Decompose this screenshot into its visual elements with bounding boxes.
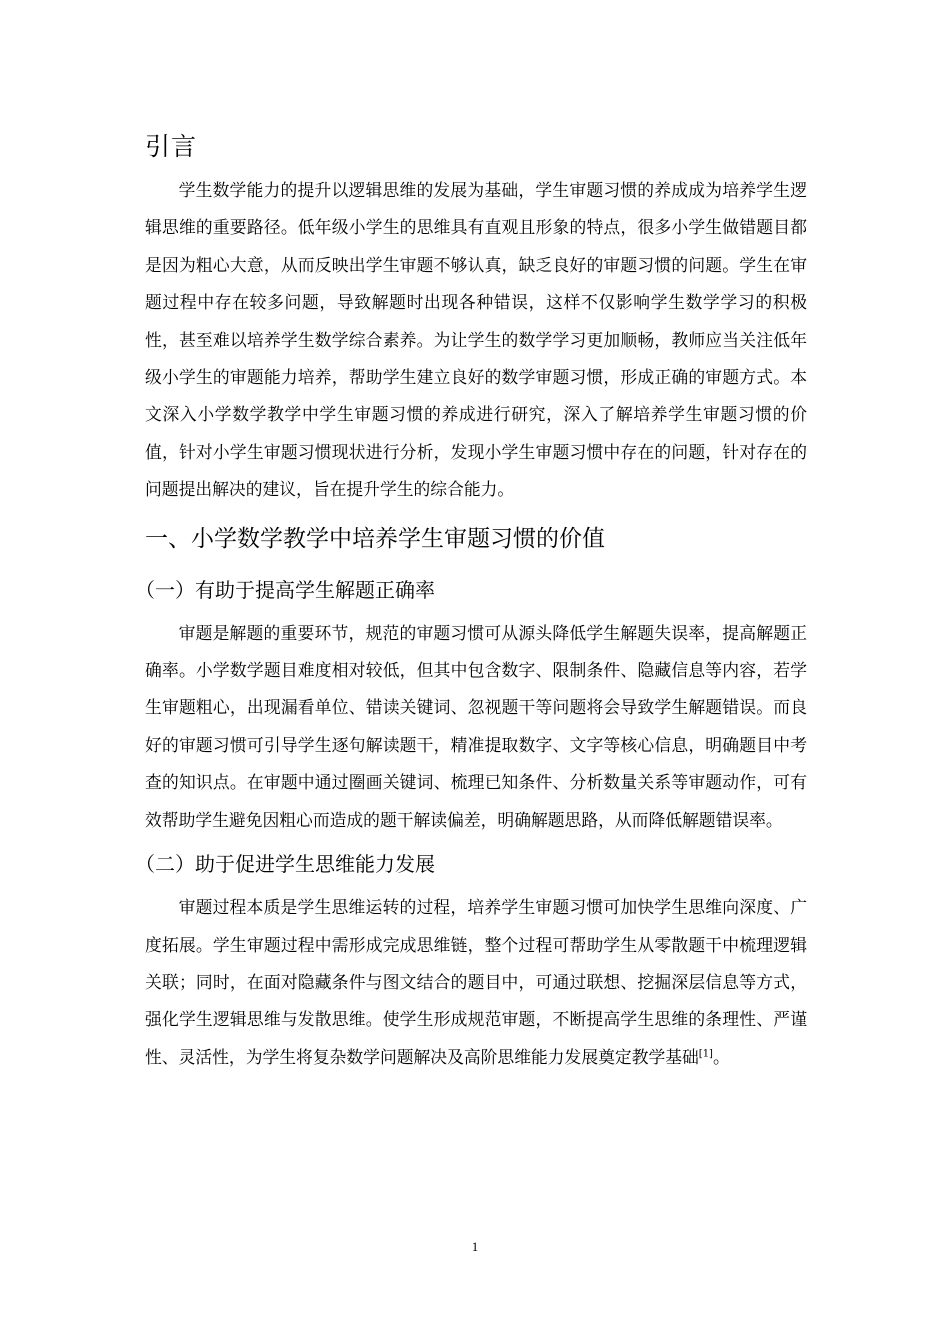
page-number: 1 — [471, 1239, 479, 1254]
subsection-1-heading: （一）有助于提高学生解题正确率 — [135, 577, 435, 602]
subsection-2-heading: （二）助于促进学生思维能力发展 — [135, 852, 435, 877]
intro-paragraph: 学生数学能力的提升以逻辑思维的发展为基础，学生审题习惯的养成成为培养学生逻辑思维的重要路径。低年级小学生的思维具有直观且形象的特点，很多小学生做错题目都是因为粗心大意，从而反映出学生审题不够认真，缺乏良好的审题习惯的问题。学生在审题过程中存在较多问题，导致解题时出现各种错误，这样不仅影响学生数学学习的积极性，甚至难以培养学生数学综合素养。为让学生的数学学习更加顺畅，教师应当关注低年级小学生的审题能力培养，帮助学生建立良好的数学审题习惯，形成正确的审题方式。本文深入小学数学教学中学生审题习惯的养成进行研究，深入了解培养学生审题习惯的价值，针对小学生审题习惯现状进行分析，发现小学生审题习惯中存在的问题，针对存在的问题提出解决的建议，旨在提升学生的综合能力。 — [145, 180, 807, 500]
subsection-2-text: 审题过程本质是学生思维运转的过程，培养学生审题习惯可加快学生思维向深度、广度拓展。学生审题过程中需形成完成思维链，整个过程可帮助学生从零散题干中梳理逻辑关联；同时，在面对隐藏条件与图文结合的题目中，可通过联想、挖掘深层信息等方式，强化学生逻辑思维与发散思维。使学生形成规范审题，不断提高学生思维的条理性、严谨性、灵活性，为学生将复杂数学问题解决及高阶思维能力发展奠定教学基础 — [145, 897, 807, 1067]
intro-heading: 引言 — [145, 132, 198, 161]
subsection-2-paragraph — [145, 889, 807, 1076]
citation-ref[interactable]: [1] — [698, 1048, 713, 1060]
section-1-heading: 一、小学数学教学中培养学生审题习惯的价值 — [145, 525, 605, 552]
subsection-1-paragraph: 审题是解题的重要环节，规范的审题习惯可从源头降低学生解题失误率，提高解题正确率。小学数学题目难度相对较低，但其中包含数字、限制条件、隐藏信息等内容，若学生审题粗心，出现漏看单位、错读关键词、忽视题干等问题将会导致学生解题错误。而良好的审题习惯可引导学生逐句解读题干，精准提取数字、文字等核心信息，明确题目中考查的知识点。在审题中通过圈画关键词、梳理已知条件、分析数量关系等审题动作，可有效帮助学生避免因粗心而造成的题干解读偏差，明确解题思路，从而降低解题错误率。 — [145, 622, 807, 830]
subsection-2-ending: 。 — [712, 1046, 730, 1067]
page-content — [135, 118, 807, 1084]
